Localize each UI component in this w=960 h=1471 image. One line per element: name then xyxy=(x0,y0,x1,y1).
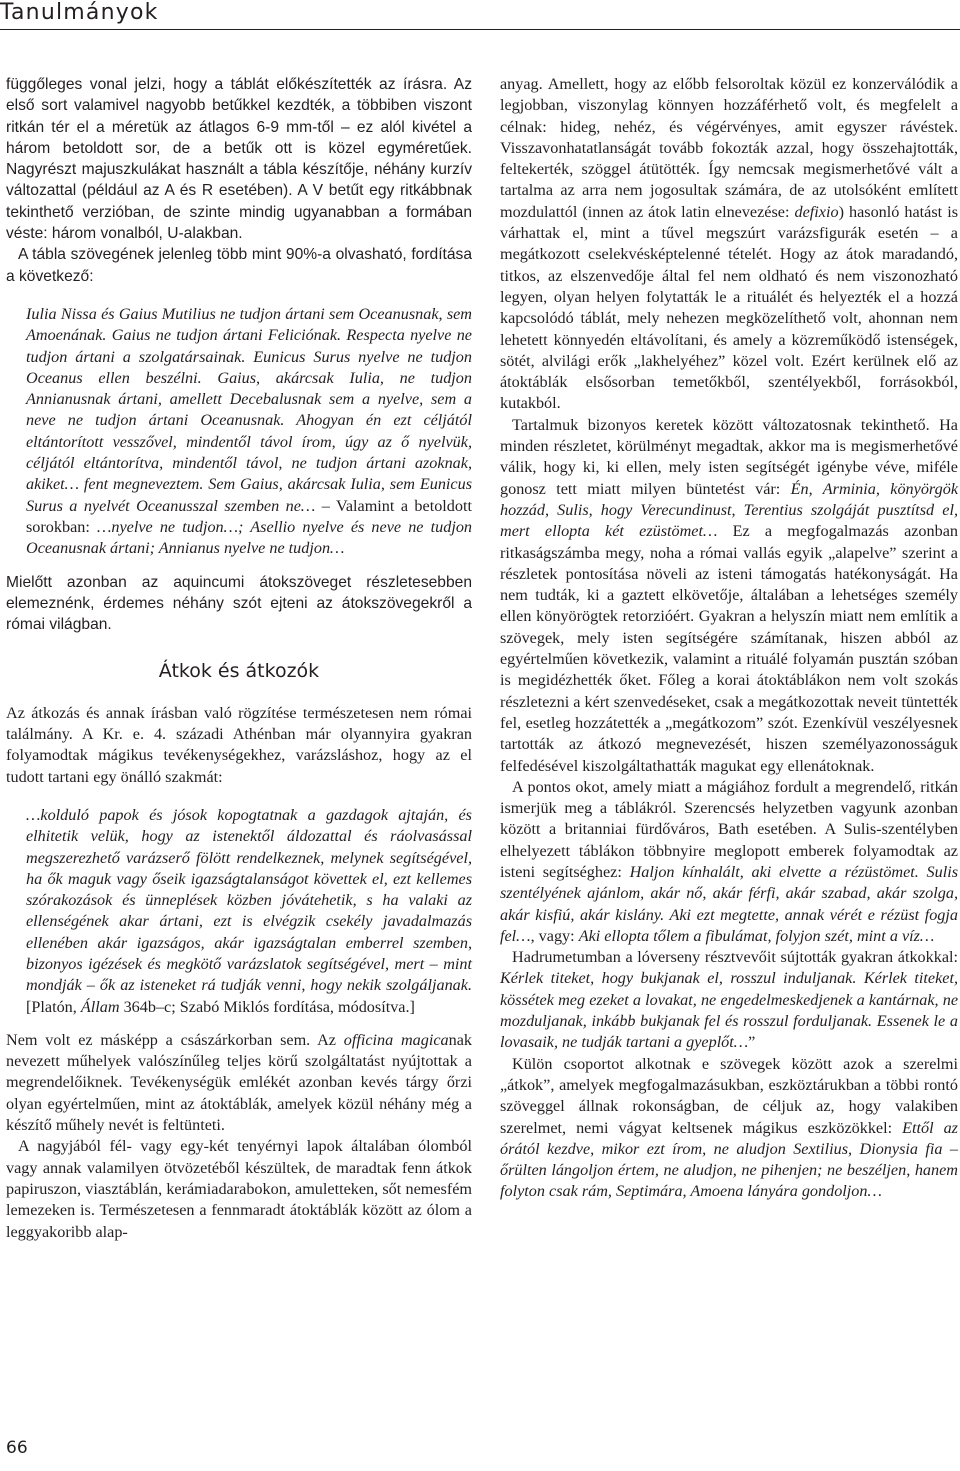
content-text-end: Ez a megfogalmazás azonban ritkaságszámba megy, noha a római vallás egyik „alapelve” szerint a részletek pontosítása növeli az isteni támogatás hatékonyságát. Ha nem tudták, ki a gaztett elkövetője, általában a lehetséges személy ellen könyörögtek retorzióért. Gyakran a helyszín miatt nem említik a szövegek, mely isten segítségére számítanak, hiszen abból az egyértelműen következik, valamint a rituálé folyamán pusztán szóban is megidézhették őket. Főleg a korai átoktáblákon nem volt szokás részletezni a kért szenvedéseket, csak a megátkozottak neveit tüntették fel, esetleg hozzátették a „megátkozom” szót. Ezenkívül veszélyesnek tartották az átkozó megnevezését, hiszen személyazonosságuk felfedésével kiszolgáltathatták magukat egy ellenátoknak. xyxy=(500,522,958,775)
page-header xyxy=(0,0,960,34)
bath-paragraph xyxy=(500,777,958,947)
bath-text-start: A pontos okot, amely miatt a mágiához fordult a megrendelő, ritkán ismerjük meg a táblákról. Szerencsés helyzetben vagyunk azonban között a britanniai fürdőváros, Bath esetében. A Sulis-szentélyben elhelyezett táblákon többnyire meglopott emberek folyamodtak az isteni segítséghez: xyxy=(500,777,958,881)
bath-quote-1: Haljon kínhalált, aki elvette a rézüstömet. Sulis szentélyének ajánlom, akár nő, akár férfi, akár szabad, akár szolga, akár kisfiú, akár kislány. Aki ezt megtette, annak vérét e rézüst fogja fel… xyxy=(500,862,958,945)
plato-quote-text: …kolduló papok és jósok kopogtatnak a gazdagok ajtaján, és elhitetik velük, hogy az istenektől áldozattal és ráolvasással megszerezhető varázserő fölött rendelkeznek, melynek segítségével, ha ők maguk vagy őseik igazságtalanságot követtek el, ezt kellemes szórakozások és ünneplések közben jóvátehetik, s ha valaki az ellenségének akar ártani, ezt is elvégzik csekély javadalmazás ellenében akár igazságos, akár igazságtalan emberrel szemben, bizonyos igézések és megkötő varázslatok segítségével, mert – mint mondják – ők az isteneket rá tudják venni, hogy nekik szolgáljanak. xyxy=(26,805,472,995)
officina-text-start: Nem volt ez másképp a császárkorban sem. Az xyxy=(6,1030,344,1049)
materials-paragraph: A nagyjából fél- vagy egy-két tenyérnyi lapok általában ólomból vagy annak valamilyen ötvözetéből készültek, de maradtak fenn átkok papiruszon, viasztáblán, kerámiadarabokon, amuletteken, sőt nemesfém lemezeken is. Természetesen a fennmaradt átoktáblák között az ólom a leggyakoribb alap- xyxy=(6,1137,472,1241)
translation-intro-paragraph: A tábla szövegének jelenleg több mint 90%-a olvasható, fordítása a következő: xyxy=(6,246,472,285)
lead-text-start: anyag. Amellett, hogy az előbb felsoroltak közül ez konzerválódik a legjobban, viszonylag könnyen hozzáférhető volt, és megfelelt a célnak: hideg, nehéz, és végérvényes, amit egyszer rávéstek. Visszavonhatatlanságát tovább fokozták azzal, hogy összehajtották, feltekerték, szöggel átütötték. Így nemcsak megismerhetővé vált a tartalma az arra nem jogosultak számára, de az utolsóként említett mozdulattól (innen az átok latin elnevezése: xyxy=(500,75,958,221)
lead-paragraph xyxy=(500,74,958,415)
plato-citation-start: [Platón, xyxy=(26,997,81,1016)
content-paragraph xyxy=(500,415,958,777)
lead-text-end: ) hasonló hatást is várhattak el, mint a tűvel megszúrt varázsfigurák esetén – a megátkozott cselekvésképtelenné tételét. Hogy az átok maradandó, titkos, az elszenvedője által fel nem oldható és nem viszonozható legyen, olyan helyen folytatták le a rituálét és helyezték el a hozzá kapcsolódó táblát, mely nehezen megközelíthető volt, ahonnan nem lehetett könnyedén eltávolítani, és amely a közreműködő istenségek, sötét, alvilági erők „lakhelyéhez” közel volt. Ezért kerülnek elő az átoktáblák elsősorban temetőkből, szentélyekből, forrásokból, kutakból. xyxy=(500,202,958,413)
header-rule xyxy=(0,29,960,30)
athens-paragraph: Az átkozás és annak írásban való rögzítése természetesen nem római találmány. A Kr. e. 4. századi Athénban már olyannyira gyakran folyamodtak mágikus tevékenységekhez, varázsláshoz, hogy az el tudott tartani egy önálló szakmát: xyxy=(6,703,472,786)
page-number: 66 xyxy=(6,1438,28,1458)
curse-dash: – xyxy=(315,496,336,515)
love-curse-paragraph xyxy=(500,1054,958,1203)
hadrumetum-paragraph xyxy=(500,947,958,1053)
content-text-start: Tartalmuk bizonyos keretek között változatosnak tekinthető. Ha minden részletet, körülményt megadtak, akkor ma is megismerhetővé válik, hogy ki, ki ellen, mely isten segítségét igénybe véve, miféle gonosz tett miatt milyen büntetést vár: xyxy=(500,415,958,498)
bath-quote-2: Aki ellopta tőlem a fibulámat, folyjon szét, mint a víz… xyxy=(578,926,935,945)
plato-citation-end: 364b–c; Szabó Miklós fordítása, módosítva.] xyxy=(119,997,415,1016)
section-title: Tanulmányok xyxy=(0,0,159,25)
hadrumetum-text-start: Hadrumetumban a lóverseny résztvevőit sújtották gyakran átkokkal: xyxy=(512,948,958,967)
defixio-term: defixio xyxy=(794,202,839,221)
right-column xyxy=(500,74,958,1203)
intro-paragraph: függőleges vonal jelzi, hogy a táblát előkészítették az írásra. Az első sort valamivel nagyobb betűkkel kezdték, a többiben viszont ritkán tér el a méretük az átlagos 6-9 mm-től – ez alól kivétel a három betoldott sor, de a betűk ott is közel egyméretűek. Nagyrészt majuszkulákat használt a tábla készítője, néhány kurzív változattal (például az A és R esetében). A V betűt egy ritkábbnak tekinthető verzióban, de szinte mindig ugyanabban a formában véste: három vonalból, U-alakban. xyxy=(6,76,472,243)
officina-term: officina magica xyxy=(343,1030,449,1049)
officina-paragraph xyxy=(6,1030,472,1136)
left-column xyxy=(6,74,472,1243)
hadrumetum-quote: Kérlek titeket, hogy bukjanak el, rosszul induljanak. Kérlek titeket, kössétek meg ezeket a lovakat, ne engedelmeskedjenek a kantárnak, ne mozduljanak, inkább bukjanak fel és rosszul forduljanak. Essenek le a lovasaik, ne tudják tartani a gyeplőt… xyxy=(500,969,958,1052)
love-curse-quote: Ettől az órától kezdve, mikor ezt írom, ne aludjon Sextilius, Dionysia fia – őrülten lángoljon értem, ne aludjon, ne pihenjen; ne beszéljen, hanem folyton csak rám, Septimára, Amoena lányára gondoljon… xyxy=(500,1118,958,1201)
section-heading: Átkok és átkozók xyxy=(158,660,320,683)
curse-inserted-lines-text: …nyelve ne tudjon…; Asellio nyelve és neve ne tudjon Oceanusnak ártani; Annianus nyelve ne tudjon… xyxy=(26,517,473,558)
curse-translation-quote xyxy=(6,304,472,560)
plato-citation-work: Állam xyxy=(80,997,120,1016)
love-curse-text-start: Külön csoportot alkotnak e szövegek között azok a szerelmi „átkok”, amelyek megfogalmazásukban, eszköztárukban a többi rontó szöveggel állnak rokonságban, de céljuk az, hogy valakiben szerelmet, nemi vágyat keltsenek mágikus eszközökkel: xyxy=(500,1054,958,1137)
plato-quote xyxy=(6,805,472,1018)
officina-text-end: nak nevezett műhelyek valószínűleg teljes körű szolgáltatást nyújtottak a megrendelőiknek. Tevékenységük emlékét azonban kevés tárgy őrzi olyan egyértelműen, mint az átoktáblák, amelyek közül néhány még a készítő műhely nevét is feltünteti. xyxy=(6,1030,473,1135)
hadrumetum-text-end: ” xyxy=(748,1033,756,1052)
bath-text-middle: , vagy: xyxy=(530,926,579,945)
curse-inserted-lines-label: Valamint a betoldott sorokban: xyxy=(26,496,472,536)
arminia-quote: Én, Arminia, könyörgök hozzád, Sulis, hogy Verecundinust, Terentius szolgáját pusztítsd el, mert ellopta két ezüstömet… xyxy=(500,479,958,541)
curse-translation-text: Iulia Nissa és Gaius Mutilius ne tudjon ártani sem Oceanusnak, sem Amoenának. Gaius ne tudjon ártani Feliciónak. Respecta nyelve ne tudjon ártani a szolgatársainak. Eunicus Surus nyelve ne tudjon Oceanus ellen beszélni. Gaius, akárcsak Iulia, ne tudjon Annianusnak ártani, amellett Decebalusnak sem a nyelve, sem a neve ne tudjon ártani Oceanusnak. Ahogyan én ezt céljától eltántorított vesszővel, mindentől távol írom, úgy az ő nyelvük, céljától eltántorítva, mindentől távol, ne tudjon ártani azoknak, akiket… fent megneveztem. Sem Gaius, akárcsak Iulia, sem Eunicus Surus a nyelvét Oceanusszal szemben ne… xyxy=(26,304,472,515)
transition-paragraph: Mielőtt azonban az aquincumi átokszöveget részletesebben elemeznénk, érdemes néhány szót ejteni az átokszövegekről a római világban. xyxy=(6,573,472,634)
